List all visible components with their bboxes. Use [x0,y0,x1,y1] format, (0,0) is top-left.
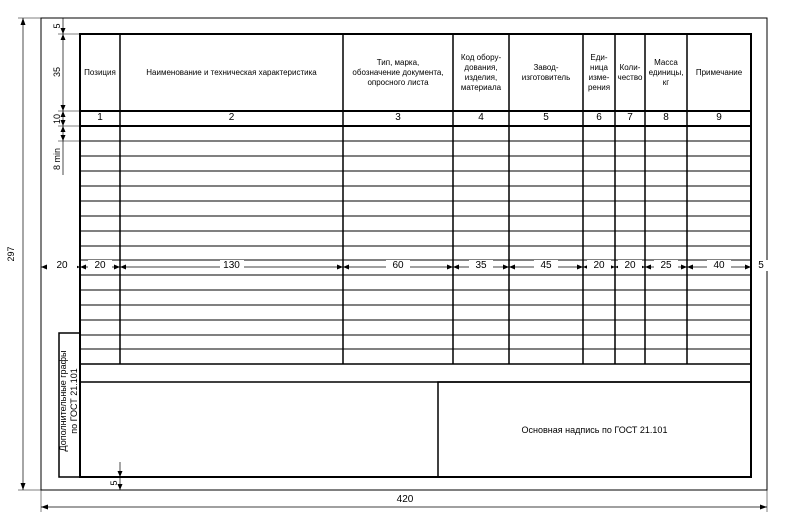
column-header: Завод- изготовитель [521,62,571,82]
dim-arrow-right [447,265,453,270]
row-lines [80,141,751,349]
right-margin-label: 5 [752,260,770,271]
column-number: 3 [395,112,401,123]
dim-arrow-left [645,265,651,270]
column-width-label: 35 [469,260,493,271]
sheet-width-label: 420 [388,494,422,505]
column-width-label: 45 [534,260,558,271]
left-margin-label: 20 [47,260,77,271]
column-width-label: 25 [654,260,678,271]
column-number: 6 [596,112,602,123]
sheet-height-label: 297 [6,239,18,269]
column-number: 2 [228,112,235,123]
column-header: Масса единицы, кг [648,57,684,87]
dim-arrow-right [503,265,509,270]
bottom-gap-label: 5 [109,480,119,486]
column-number: 1 [97,112,103,123]
column-header: Примечание [695,67,743,77]
dim-arrow-right [114,265,120,270]
number-row-height-label: 10 [52,114,62,125]
column-width-label: 60 [386,260,410,271]
column-width-label: 20 [618,260,642,271]
width420-arrow-left [41,505,48,510]
dim-arrow-left [453,265,459,270]
header-height-label: 35 [52,67,62,78]
column-width-label: 40 [707,260,731,271]
top-gap-label: 5 [52,23,62,29]
dim-arrow-left [120,265,126,270]
dim-arrow-left [509,265,515,270]
additional-columns-text: Дополнительные графы по ГОСТ 21.101 [58,350,79,452]
column-width-label: 20 [587,260,611,271]
column-width-label: 130 [220,260,244,271]
column-number: 5 [543,112,549,123]
column-header: Позиция [84,67,116,77]
dim-arrow-right [681,265,687,270]
dim-arrow-left [687,265,693,270]
column-number: 4 [478,112,484,123]
row-min-height-label: 8 min [52,148,62,171]
column-number: 9 [716,112,722,123]
column-width-label: 20 [88,260,112,271]
width420-arrow-right [760,505,767,510]
title-block-text: Основная надпись по ГОСТ 21.101 [521,424,668,435]
column-header: Тип, марка, обозначение документа, опросного листа [352,57,444,87]
column-header: Наименование и техническая характеристика [146,67,317,77]
dim-arrow-right [337,265,343,270]
dim-arrow-right [577,265,583,270]
height-arrow-bottom [21,483,26,490]
column-number: 7 [627,112,633,123]
column-header: Код обору- дования, изделия, материала [460,52,502,92]
column-header: Еди- ница изме- рения [587,52,611,92]
column-header: Коли- чество [617,62,643,82]
column-number: 8 [663,112,669,123]
height-arrow-top [21,18,26,25]
dim-arrow-left [343,265,349,270]
